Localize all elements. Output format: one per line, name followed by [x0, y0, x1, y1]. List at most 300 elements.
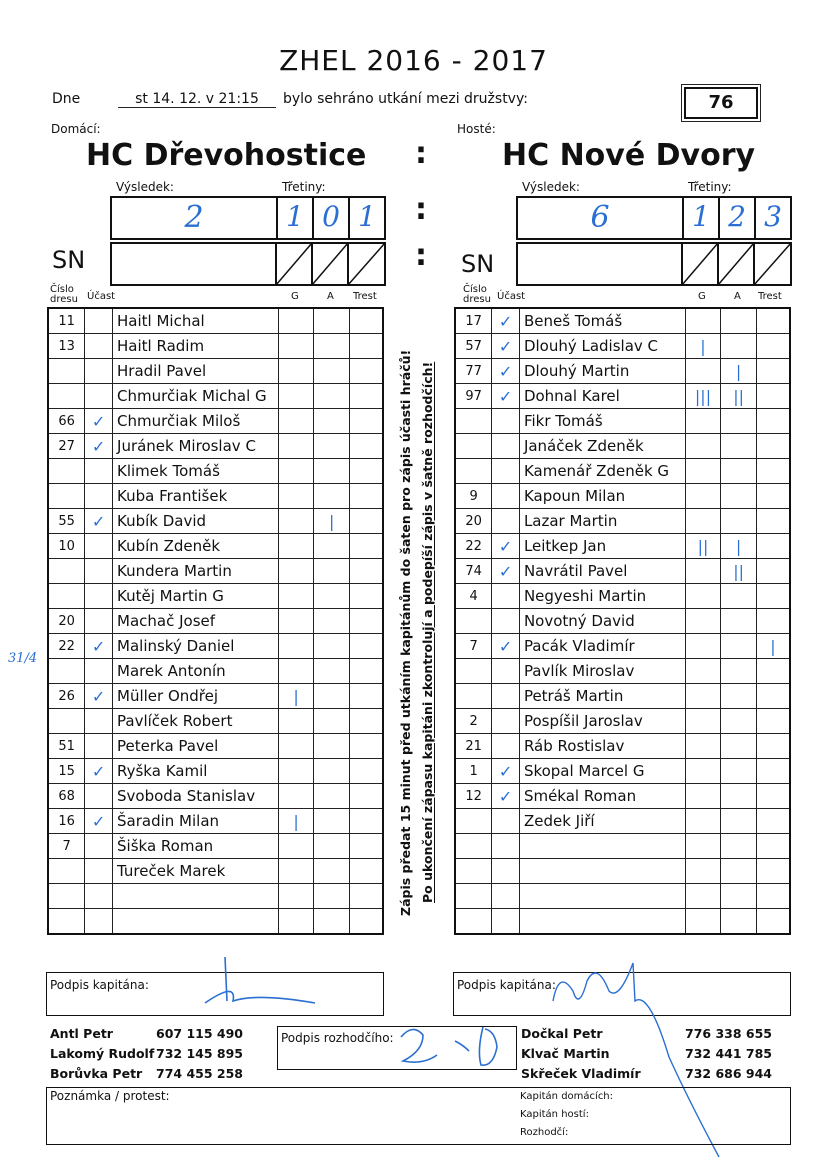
attendance-mark[interactable]	[85, 359, 113, 384]
attendance-mark[interactable]	[85, 459, 113, 484]
attendance-mark[interactable]	[85, 659, 113, 684]
assists-cell[interactable]	[314, 334, 350, 359]
goals-cell[interactable]	[278, 334, 314, 359]
attendance-mark[interactable]	[85, 834, 113, 859]
goals-cell[interactable]	[278, 784, 314, 809]
penalty-cell[interactable]: |	[756, 634, 790, 659]
penalty-cell[interactable]	[756, 584, 790, 609]
player-name[interactable]: Kapoun Milan	[519, 484, 685, 509]
jersey-number[interactable]: 17	[455, 308, 492, 334]
goals-cell[interactable]: |||	[685, 384, 721, 409]
player-name[interactable]: Pospíšil Jaroslav	[519, 709, 685, 734]
player-name[interactable]: Marek Antonín	[113, 659, 279, 684]
player-name[interactable]	[113, 909, 279, 935]
goals-cell[interactable]	[685, 359, 721, 384]
player-name[interactable]: Müller Ondřej	[113, 684, 279, 709]
penalty-cell[interactable]	[756, 784, 790, 809]
assists-cell[interactable]	[314, 484, 350, 509]
player-name[interactable]: Kundera Martin	[113, 559, 279, 584]
penalty-cell[interactable]	[756, 509, 790, 534]
goals-cell[interactable]	[685, 609, 721, 634]
assists-cell[interactable]	[721, 409, 757, 434]
player-name[interactable]: Navrátil Pavel	[519, 559, 685, 584]
goals-cell[interactable]	[685, 308, 721, 334]
penalty-cell[interactable]	[349, 809, 383, 834]
goals-cell[interactable]	[685, 584, 721, 609]
goals-cell[interactable]	[685, 509, 721, 534]
attendance-mark[interactable]: ✓	[85, 759, 113, 784]
player-name[interactable]: Haitl Michal	[113, 308, 279, 334]
jersey-number[interactable]	[48, 709, 85, 734]
goals-cell[interactable]	[685, 809, 721, 834]
jersey-number[interactable]: 22	[48, 634, 85, 659]
attendance-mark[interactable]: ✓	[85, 634, 113, 659]
jersey-number[interactable]	[455, 609, 492, 634]
player-name[interactable]: Beneš Tomáš	[519, 308, 685, 334]
attendance-mark[interactable]	[492, 409, 520, 434]
jersey-number[interactable]	[48, 559, 85, 584]
jersey-number[interactable]	[48, 384, 85, 409]
penalty-cell[interactable]	[756, 434, 790, 459]
attendance-mark[interactable]: ✓	[492, 308, 520, 334]
jersey-number[interactable]: 20	[48, 609, 85, 634]
penalty-cell[interactable]	[756, 809, 790, 834]
assists-cell[interactable]: |	[314, 509, 350, 534]
attendance-mark[interactable]	[85, 384, 113, 409]
jersey-number[interactable]: 66	[48, 409, 85, 434]
attendance-mark[interactable]: ✓	[85, 509, 113, 534]
away-captain-signature-box[interactable]	[453, 972, 791, 1016]
player-name[interactable]: Kubík David	[113, 509, 279, 534]
attendance-mark[interactable]	[85, 784, 113, 809]
goals-cell[interactable]	[278, 559, 314, 584]
attendance-mark[interactable]	[492, 859, 520, 884]
penalty-cell[interactable]	[349, 559, 383, 584]
jersey-number[interactable]: 15	[48, 759, 85, 784]
penalty-cell[interactable]	[756, 834, 790, 859]
jersey-number[interactable]: 16	[48, 809, 85, 834]
penalty-cell[interactable]	[349, 909, 383, 935]
player-name[interactable]: Ryška Kamil	[113, 759, 279, 784]
player-name[interactable]: Haitl Radim	[113, 334, 279, 359]
attendance-mark[interactable]	[85, 559, 113, 584]
player-name[interactable]: Chmurčiak Michal G	[113, 384, 279, 409]
jersey-number[interactable]: 12	[455, 784, 492, 809]
assists-cell[interactable]	[721, 859, 757, 884]
goals-cell[interactable]	[278, 859, 314, 884]
player-name[interactable]	[519, 834, 685, 859]
player-name[interactable]: Kutěj Martin G	[113, 584, 279, 609]
attendance-mark[interactable]	[85, 584, 113, 609]
player-name[interactable]: Negyeshi Martin	[519, 584, 685, 609]
assists-cell[interactable]	[314, 809, 350, 834]
player-name[interactable]: Machač Josef	[113, 609, 279, 634]
assists-cell[interactable]	[314, 659, 350, 684]
assists-cell[interactable]	[314, 634, 350, 659]
goals-cell[interactable]	[685, 409, 721, 434]
goals-cell[interactable]	[685, 859, 721, 884]
penalty-cell[interactable]	[756, 459, 790, 484]
jersey-number[interactable]	[455, 409, 492, 434]
penalty-cell[interactable]	[349, 384, 383, 409]
attendance-mark[interactable]	[492, 909, 520, 935]
player-name[interactable]: Dlouhý Ladislav C	[519, 334, 685, 359]
assists-cell[interactable]: |	[721, 359, 757, 384]
goals-cell[interactable]	[278, 659, 314, 684]
goals-cell[interactable]	[278, 884, 314, 909]
jersey-number[interactable]	[48, 484, 85, 509]
goals-cell[interactable]	[278, 308, 314, 334]
assists-cell[interactable]	[721, 509, 757, 534]
goals-cell[interactable]: |	[685, 334, 721, 359]
goals-cell[interactable]	[278, 459, 314, 484]
penalty-cell[interactable]	[756, 384, 790, 409]
player-name[interactable]: Petráš Martin	[519, 684, 685, 709]
assists-cell[interactable]	[721, 909, 757, 935]
penalty-cell[interactable]	[349, 409, 383, 434]
jersey-number[interactable]	[455, 434, 492, 459]
penalty-cell[interactable]	[349, 884, 383, 909]
player-name[interactable]: Kuba František	[113, 484, 279, 509]
assists-cell[interactable]	[721, 759, 757, 784]
jersey-number[interactable]	[455, 684, 492, 709]
assists-cell[interactable]	[314, 559, 350, 584]
player-name[interactable]: Hradil Pavel	[113, 359, 279, 384]
player-name[interactable]: Dohnal Karel	[519, 384, 685, 409]
penalty-cell[interactable]	[756, 859, 790, 884]
jersey-number[interactable]: 11	[48, 308, 85, 334]
assists-cell[interactable]	[314, 384, 350, 409]
player-name[interactable]: Dlouhý Martin	[519, 359, 685, 384]
jersey-number[interactable]	[455, 884, 492, 909]
jersey-number[interactable]	[48, 859, 85, 884]
penalty-cell[interactable]	[349, 759, 383, 784]
penalty-cell[interactable]	[349, 434, 383, 459]
penalty-cell[interactable]	[349, 834, 383, 859]
penalty-cell[interactable]	[349, 734, 383, 759]
goals-cell[interactable]	[685, 634, 721, 659]
jersey-number[interactable]: 22	[455, 534, 492, 559]
assists-cell[interactable]	[721, 634, 757, 659]
player-name[interactable]: Ráb Rostislav	[519, 734, 685, 759]
attendance-mark[interactable]	[85, 859, 113, 884]
player-name[interactable]: Fikr Tomáš	[519, 409, 685, 434]
attendance-mark[interactable]	[492, 834, 520, 859]
assists-cell[interactable]	[314, 834, 350, 859]
player-name[interactable]: Chmurčiak Miloš	[113, 409, 279, 434]
jersey-number[interactable]: 97	[455, 384, 492, 409]
assists-cell[interactable]	[314, 884, 350, 909]
penalty-cell[interactable]	[756, 484, 790, 509]
player-name[interactable]: Kamenář Zdeněk G	[519, 459, 685, 484]
assists-cell[interactable]	[314, 909, 350, 935]
goals-cell[interactable]	[278, 534, 314, 559]
jersey-number[interactable]: 7	[48, 834, 85, 859]
attendance-mark[interactable]: ✓	[492, 359, 520, 384]
jersey-number[interactable]	[455, 459, 492, 484]
jersey-number[interactable]: 68	[48, 784, 85, 809]
goals-cell[interactable]	[278, 834, 314, 859]
attendance-mark[interactable]	[492, 709, 520, 734]
jersey-number[interactable]: 77	[455, 359, 492, 384]
assists-cell[interactable]	[721, 584, 757, 609]
player-name[interactable]: Juránek Miroslav C	[113, 434, 279, 459]
assists-cell[interactable]	[314, 308, 350, 334]
assists-cell[interactable]	[721, 459, 757, 484]
jersey-number[interactable]: 1	[455, 759, 492, 784]
penalty-cell[interactable]	[756, 909, 790, 935]
jersey-number[interactable]: 20	[455, 509, 492, 534]
goals-cell[interactable]	[278, 409, 314, 434]
assists-cell[interactable]	[721, 834, 757, 859]
attendance-mark[interactable]	[492, 659, 520, 684]
attendance-mark[interactable]: ✓	[85, 809, 113, 834]
attendance-mark[interactable]	[492, 609, 520, 634]
player-name[interactable]: Leitkep Jan	[519, 534, 685, 559]
attendance-mark[interactable]	[492, 584, 520, 609]
attendance-mark[interactable]: ✓	[492, 534, 520, 559]
jersey-number[interactable]: 27	[48, 434, 85, 459]
player-name[interactable]	[519, 859, 685, 884]
attendance-mark[interactable]: ✓	[492, 559, 520, 584]
goals-cell[interactable]	[685, 659, 721, 684]
goals-cell[interactable]: |	[278, 809, 314, 834]
assists-cell[interactable]	[314, 459, 350, 484]
goals-cell[interactable]	[685, 709, 721, 734]
attendance-mark[interactable]: ✓	[492, 334, 520, 359]
attendance-mark[interactable]: ✓	[492, 384, 520, 409]
assists-cell[interactable]	[314, 859, 350, 884]
assists-cell[interactable]: |	[721, 534, 757, 559]
goals-cell[interactable]	[278, 434, 314, 459]
assists-cell[interactable]: ||	[721, 384, 757, 409]
assists-cell[interactable]	[314, 609, 350, 634]
attendance-mark[interactable]	[492, 809, 520, 834]
jersey-number[interactable]	[48, 909, 85, 935]
jersey-number[interactable]: 21	[455, 734, 492, 759]
player-name[interactable]: Pacák Vladimír	[519, 634, 685, 659]
assists-cell[interactable]	[314, 409, 350, 434]
assists-cell[interactable]	[721, 659, 757, 684]
attendance-mark[interactable]	[492, 734, 520, 759]
goals-cell[interactable]	[278, 609, 314, 634]
assists-cell[interactable]	[314, 709, 350, 734]
goals-cell[interactable]	[278, 584, 314, 609]
goals-cell[interactable]	[685, 884, 721, 909]
penalty-cell[interactable]	[349, 659, 383, 684]
player-name[interactable]: Tureček Marek	[113, 859, 279, 884]
assists-cell[interactable]	[721, 484, 757, 509]
assists-cell[interactable]	[314, 759, 350, 784]
attendance-mark[interactable]: ✓	[492, 759, 520, 784]
assists-cell[interactable]	[721, 884, 757, 909]
jersey-number[interactable]	[48, 584, 85, 609]
assists-cell[interactable]	[721, 809, 757, 834]
penalty-cell[interactable]	[756, 559, 790, 584]
penalty-cell[interactable]	[349, 359, 383, 384]
penalty-cell[interactable]	[756, 734, 790, 759]
assists-cell[interactable]	[314, 359, 350, 384]
assists-cell[interactable]: ||	[721, 559, 757, 584]
jersey-number[interactable]: 7	[455, 634, 492, 659]
jersey-number[interactable]: 2	[455, 709, 492, 734]
penalty-cell[interactable]	[349, 584, 383, 609]
penalty-cell[interactable]	[349, 484, 383, 509]
player-name[interactable]: Šiška Roman	[113, 834, 279, 859]
goals-cell[interactable]	[685, 834, 721, 859]
jersey-number[interactable]: 51	[48, 734, 85, 759]
penalty-cell[interactable]	[349, 308, 383, 334]
attendance-mark[interactable]	[85, 909, 113, 935]
assists-cell[interactable]	[721, 609, 757, 634]
player-name[interactable]: Malinský Daniel	[113, 634, 279, 659]
player-name[interactable]: Lazar Martin	[519, 509, 685, 534]
date-field[interactable]: st 14. 12. v 21:15	[118, 91, 276, 108]
assists-cell[interactable]	[314, 434, 350, 459]
penalty-cell[interactable]	[349, 459, 383, 484]
jersey-number[interactable]: 74	[455, 559, 492, 584]
goals-cell[interactable]	[685, 459, 721, 484]
penalty-cell[interactable]	[349, 859, 383, 884]
goals-cell[interactable]	[278, 484, 314, 509]
penalty-cell[interactable]	[349, 784, 383, 809]
attendance-mark[interactable]	[492, 509, 520, 534]
goals-cell[interactable]	[685, 484, 721, 509]
player-name[interactable]: Kubín Zdeněk	[113, 534, 279, 559]
goals-cell[interactable]	[685, 434, 721, 459]
attendance-mark[interactable]	[85, 484, 113, 509]
assists-cell[interactable]	[314, 734, 350, 759]
jersey-number[interactable]: 4	[455, 584, 492, 609]
attendance-mark[interactable]: ✓	[85, 684, 113, 709]
assists-cell[interactable]	[314, 784, 350, 809]
goals-cell[interactable]	[278, 909, 314, 935]
home-captain-signature-box[interactable]	[46, 972, 384, 1016]
player-name[interactable]	[113, 884, 279, 909]
player-name[interactable]: Novotný David	[519, 609, 685, 634]
penalty-cell[interactable]	[756, 659, 790, 684]
jersey-number[interactable]	[48, 659, 85, 684]
player-name[interactable]: Zedek Jiří	[519, 809, 685, 834]
attendance-mark[interactable]	[85, 709, 113, 734]
player-name[interactable]: Peterka Pavel	[113, 734, 279, 759]
player-name[interactable]: Smékal Roman	[519, 784, 685, 809]
goals-cell[interactable]	[278, 709, 314, 734]
attendance-mark[interactable]: ✓	[492, 634, 520, 659]
penalty-cell[interactable]	[756, 884, 790, 909]
penalty-cell[interactable]	[349, 709, 383, 734]
jersey-number[interactable]: 55	[48, 509, 85, 534]
goals-cell[interactable]: |	[278, 684, 314, 709]
penalty-cell[interactable]	[756, 534, 790, 559]
goals-cell[interactable]: ||	[685, 534, 721, 559]
assists-cell[interactable]	[721, 684, 757, 709]
jersey-number[interactable]	[455, 659, 492, 684]
player-name[interactable]: Pavlík Miroslav	[519, 659, 685, 684]
attendance-mark[interactable]: ✓	[492, 784, 520, 809]
goals-cell[interactable]	[685, 784, 721, 809]
assists-cell[interactable]	[721, 784, 757, 809]
penalty-cell[interactable]	[756, 409, 790, 434]
player-name[interactable]: Klimek Tomáš	[113, 459, 279, 484]
jersey-number[interactable]: 57	[455, 334, 492, 359]
goals-cell[interactable]	[685, 684, 721, 709]
jersey-number[interactable]: 9	[455, 484, 492, 509]
jersey-number[interactable]: 10	[48, 534, 85, 559]
attendance-mark[interactable]: ✓	[85, 409, 113, 434]
goals-cell[interactable]	[685, 759, 721, 784]
assists-cell[interactable]	[721, 734, 757, 759]
assists-cell[interactable]	[721, 308, 757, 334]
penalty-cell[interactable]	[756, 609, 790, 634]
penalty-cell[interactable]	[756, 359, 790, 384]
assists-cell[interactable]	[314, 684, 350, 709]
penalty-cell[interactable]	[349, 334, 383, 359]
jersey-number[interactable]	[455, 809, 492, 834]
goals-cell[interactable]	[278, 759, 314, 784]
player-name[interactable]: Pavlíček Robert	[113, 709, 279, 734]
attendance-mark[interactable]	[85, 308, 113, 334]
penalty-cell[interactable]	[349, 609, 383, 634]
goals-cell[interactable]	[685, 909, 721, 935]
goals-cell[interactable]	[278, 359, 314, 384]
goals-cell[interactable]	[278, 634, 314, 659]
goals-cell[interactable]	[278, 509, 314, 534]
penalty-cell[interactable]	[756, 684, 790, 709]
attendance-mark[interactable]	[85, 884, 113, 909]
note-protest-box[interactable]	[46, 1087, 791, 1145]
player-name[interactable]: Svoboda Stanislav	[113, 784, 279, 809]
player-name[interactable]	[519, 884, 685, 909]
goals-cell[interactable]	[278, 384, 314, 409]
penalty-cell[interactable]	[756, 709, 790, 734]
player-name[interactable]: Skopal Marcel G	[519, 759, 685, 784]
referee-signature-box[interactable]	[277, 1026, 517, 1070]
attendance-mark[interactable]	[85, 609, 113, 634]
attendance-mark[interactable]	[492, 434, 520, 459]
attendance-mark[interactable]	[85, 534, 113, 559]
jersey-number[interactable]: 13	[48, 334, 85, 359]
jersey-number[interactable]	[48, 459, 85, 484]
player-name[interactable]	[519, 909, 685, 935]
penalty-cell[interactable]	[349, 509, 383, 534]
attendance-mark[interactable]	[85, 334, 113, 359]
player-name[interactable]: Šaradin Milan	[113, 809, 279, 834]
attendance-mark[interactable]	[492, 459, 520, 484]
assists-cell[interactable]	[314, 534, 350, 559]
penalty-cell[interactable]	[349, 634, 383, 659]
assists-cell[interactable]	[721, 434, 757, 459]
goals-cell[interactable]	[278, 734, 314, 759]
jersey-number[interactable]	[48, 884, 85, 909]
jersey-number[interactable]	[455, 834, 492, 859]
goals-cell[interactable]	[685, 559, 721, 584]
jersey-number[interactable]	[48, 359, 85, 384]
attendance-mark[interactable]	[492, 484, 520, 509]
assists-cell[interactable]	[721, 334, 757, 359]
penalty-cell[interactable]	[349, 534, 383, 559]
assists-cell[interactable]	[314, 584, 350, 609]
attendance-mark[interactable]: ✓	[85, 434, 113, 459]
jersey-number[interactable]: 26	[48, 684, 85, 709]
attendance-mark[interactable]	[492, 884, 520, 909]
penalty-cell[interactable]	[756, 759, 790, 784]
assists-cell[interactable]	[721, 709, 757, 734]
player-name[interactable]: Janáček Zdeněk	[519, 434, 685, 459]
attendance-mark[interactable]	[492, 684, 520, 709]
goals-cell[interactable]	[685, 734, 721, 759]
penalty-cell[interactable]	[349, 684, 383, 709]
